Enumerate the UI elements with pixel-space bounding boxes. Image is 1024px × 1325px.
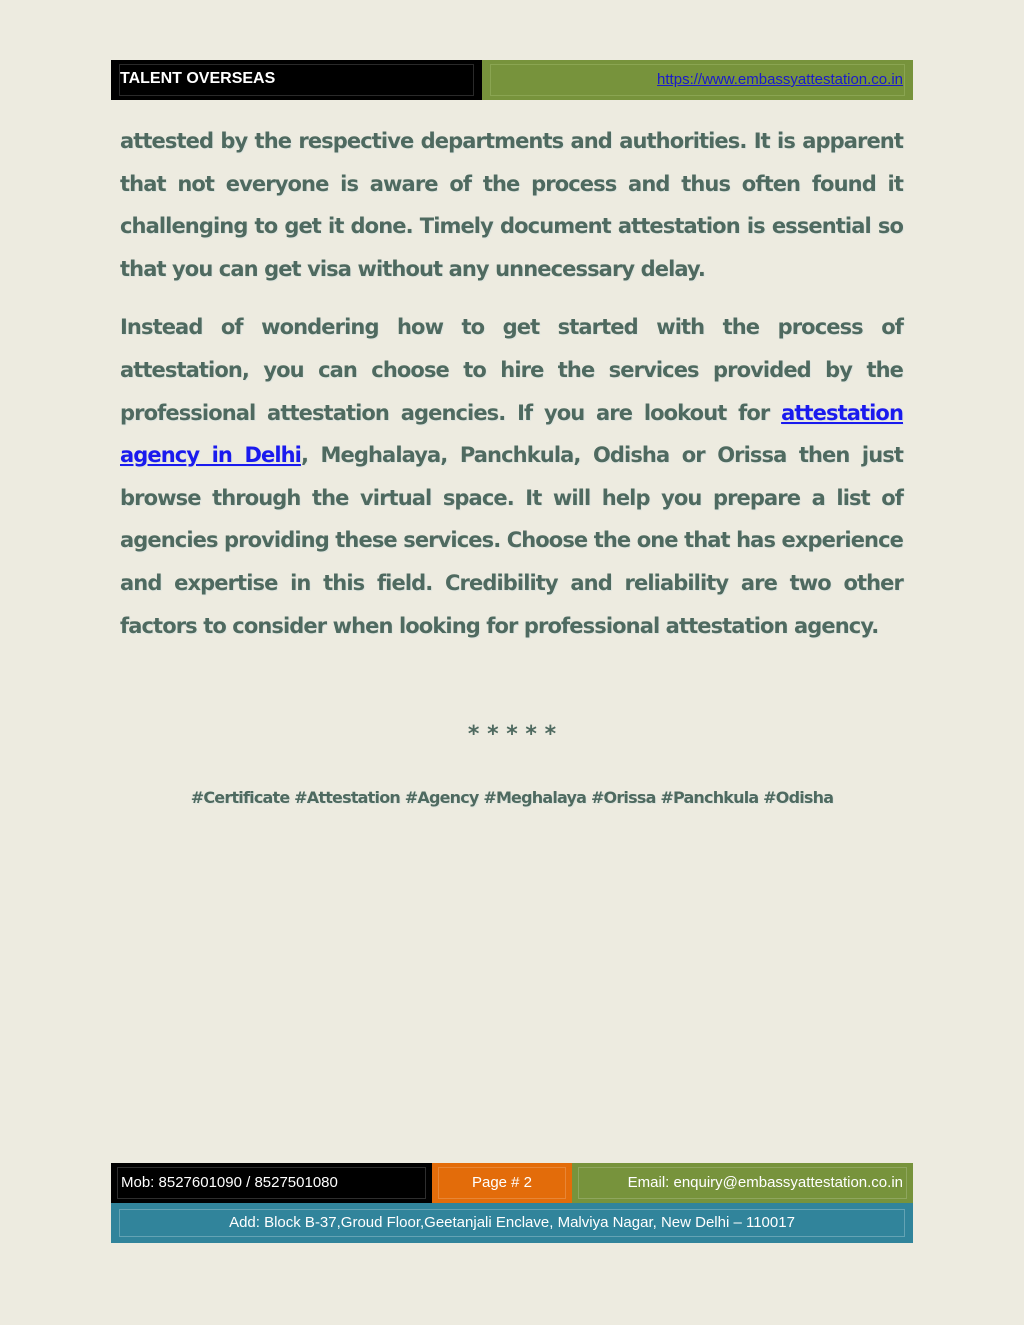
paragraph-2-text-start: Instead of wondering how to get started with the process of attestation, you can choose to hire the services provided by the professional attestation agencies. If you are lookout for [120,315,903,425]
attestation-agency-link[interactable]: attestation agency in Delhi [120,400,903,468]
footer-contact-bar [111,1163,913,1203]
footer-email-block [572,1163,913,1203]
footer-address-bar [111,1203,913,1243]
hashtags-line: #Certificate #Attestation #Agency #Meghalaya #Orissa #Panchkula #Odisha [190,788,834,807]
page-number: Page # 2 [471,1174,533,1191]
mobile-numbers: Mob: 8527601090 / 8527501080 [121,1174,338,1191]
section-separator: * * * * * [467,722,557,747]
paragraph-2-text-end: , Meghalaya, Panchkula, Odisha or Orissa then just browse through the virtual space. It will help you prepare a list of agencies providing these services. Choose the one that has experience and expertise in this field. Credibility and reliability are two other factors to consider when looking for professional attestation agency. [120,443,903,638]
paragraph-1: attested by the respective departments and authorities. It is apparent that not everyone is aware of the process and thus often found it challenging to get it done. Timely document attestation is essential so that you can get visa without any unnecessary delay. [120,129,903,281]
company-name: TALENT OVERSEAS [120,70,276,87]
page-header [111,60,913,100]
header-company-block [111,60,482,100]
footer-mobile-block [111,1163,432,1203]
email-address: Email: enquiry@embassyattestation.co.in [627,1174,903,1191]
footer-page-block [432,1163,572,1203]
postal-address: Add: Block B-37,Groud Floor,Geetanjali Enclave, Malviya Nagar, New Delhi – 110017 [229,1214,795,1231]
document-body [120,120,903,647]
header-website-block [482,60,913,100]
website-link[interactable]: https://www.embassyattestation.co.in [657,71,903,88]
paragraph-2 [120,306,903,647]
